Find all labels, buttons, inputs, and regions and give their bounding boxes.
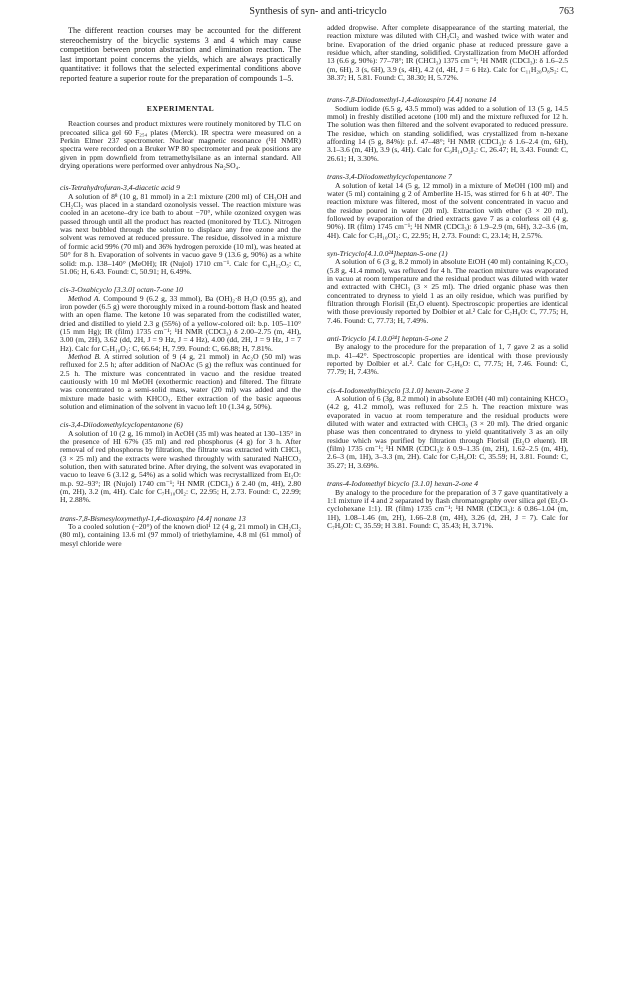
compound-2-paragraph: By analogy to the procedure for the preparation of 1, 7 gave 2 as a solid m.p. 41–42°. Spectroscopic properties are identical with those previously reported by Dolbier et al.². Calc for C₇H₈O: C, 77.75; H, 7.46. Found: C, 77.79; H, 7.43%. (327, 342, 568, 377)
method-a-text: Compound 9 (6.2 g, 33 mmol), Ba (OH)₂·8 H₂O (0.95 g), and iron powder (6.5 g) were thoroughly mixed in a round-bottom flask and heated with an open flame. The ketone 10 was separated from the codistilled water, dried and distilled to yield 2.3 g (55%) of a yellow-colored oil: b.p. 105–110° (15 mm Hg); IR (film) 1735 cm⁻¹; ¹H NMR (CDCl₃) δ 2.00–2.75 (m, 4H), 3.00 (m, 2H), 3.62 (dd, 2H, J = 9 Hz, J = 4 Hz), 4.00 (dd, 2H, J = 9 Hz, J = 7 Hz). Calc for C₇H₁₀O₂: C, 66.64; H, 7.99. Found: C, 66.88; H, 7.81%. (60, 293, 302, 353)
compound-7-paragraph: A solution of ketal 14 (5 g, 12 mmol) in a mixture of MeOH (100 ml) and water (5 ml) containing g 2 of Amberlite H-15, was stirred for 6 h at 40°. The reaction mixture was filtered, most of the solvent concentrated in vacuo and the residue poured in water (20 ml). Extraction with ether (3 × 20 ml), followed by evaporation of the dried extracts gave 7 as a colorless oil (4 g, 90%). IR (film) 1745 cm⁻¹; ¹H NMR (CDCl₃): δ 1.9–2.9 (m, 6H), 3.2–3.6 (m, 4H). Calc for C₇H₁₀OI₂: C, 22.95; H, 2.73. Found: C, 23.14; H, 2.57%. (327, 180, 568, 240)
running-title: Synthesis of syn- and anti-tricyclo (249, 6, 387, 17)
method-a-label: Method A. (68, 293, 101, 303)
experimental-heading: EXPERIMENTAL (146, 104, 215, 113)
method-b-text: A stirred solution of 9 (4 g, 21 mmol) in Ac₂O (50 ml) was refluxed for 2.5 h; after addition of NaOAc (5 g) the reflux was continued for 2.5 h. The mixture was concentrated in vacuo and the residue treated cautiously with 10 ml MeOH (exothermic reaction) and filtered. The filtrate was concentrated to a semi-solid mass, water (20 ml) was added and the mixture made basic with KHCO₃. Ether extraction of the basic aqueous solution and elimination of the solvent in vacuo left 10 (1.34 g, 50%). (60, 351, 301, 411)
compound-14-paragraph: Sodium iodide (6.5 g, 43.5 mmol) was added to a solution of 13 (5 g, 14.5 mmol) in freshly distilled acetone (100 ml) and the mixture refluxed for 12 h. The solution was then filtered and the solvent evaporated to reduced pressure. The residue, which on standing solidified, was crystallized from n-hexane affording 14 (5 g, 84%): p.f. 47–48°; ¹H NMR (CDCl₃): δ 1.6–2.4 (m, 6H), 3.1–3.6 (m, 4H), 3.9 (s, 4H). Calc for C₉H₁₄O₂I₂: C, 26.47; H, 3.43. Found: C, 26.61; H, 3.30%. (327, 103, 568, 163)
compound-3-paragraph: A solution of 6 (3g, 8.2 mmol) in absolute EtOH (40 ml) containing KHCO₃ (4.2 g, 41.2 mmol), was refluxed for 2.5 h. The reaction mixture was evaporated in vacuo at room temperature and the residual products were diluted with water and extracted with CHCl₃ (3 × 20 ml). The dried organic phase was then concentrated to dryness to yield quantitatively 3 as an oily residue which was purified by filtration through Florisil (Et₂O eluent). IR (film) 1735 cm⁻¹; ¹H NMR (CDCl₃): δ 0.9–1.35 (m, 2H), 1.62–2.5 (m, 4H), 2.6–3 (m, 1H), 3–3.3 (m, 2H). Calc for C₇H₉OI: C, 35.59; H, 3.81. Found: C, 35.27; H, 3.69%. (327, 394, 568, 470)
compound-4-paragraph: By analogy to the procedure for the preparation of 3 7 gave quantitatively a 1:1 mixture if 4 and 2 separated by flash chromatography over silica gel (Et₂O-cyclohexane 1:1). IR (film) 1735 cm⁻¹; ¹H NMR (CDCl₃): δ 0.86–1.04 (m, 1H), 1.08–1.46 (m, 2H), 1.66–2.8 (m, 4H), 3.26 (d, 2H, J = 7). Calc for C₇H₉OI: C, 35.59; H 3.81. Found: C, 35.43; H, 3.71%. (327, 487, 568, 530)
compound-9-heading: cis-Tetrahydrofuran-3,4-diacetic acid 9 (60, 183, 180, 193)
method-a-paragraph (60, 295, 301, 353)
compound-6-heading: cis-3,4-Diiodomethylcyclopentanone (6) (60, 420, 183, 430)
right-column (327, 24, 568, 530)
page-number: 763 (559, 6, 574, 17)
continuation-paragraph: added dropwise. After complete disappearance of the starting material, the reaction mixture was diluted with CH₂Cl₂ and washed twice with water and brine. Evaporation of the dried organic phase at reduced pressure gave a residue which, after standing, solidified. Crystallization from MeOH afforded 13 (6.6 g, 90%): 77–78°; IR (CHCl₃) 1375 cm⁻¹; ¹H NMR (CDCl₃): δ 1.6–2.5 (m, 6H), 3 (s, 6H), 3.9 (s, 4H), 4.2 (d, 4H, J = 6 Hz). Calc for C₁₁H₂₀O₈S₂: C, 38.37; H, 5.81. Found: C, 38.30; H, 5.72%. (327, 23, 568, 83)
compound-9-paragraph: A solution of 8⁸ (10 g, 81 mmol) in a 2:1 mixture (200 ml) of CH₃OH and CH₂Cl₂ was placed in a standard ozonolysis vessel. The reaction mixture was cooled in an acetone–dry ice bath to about −70°, while ozonized oxygen was passed through until all the product has reacted (monitored by TLC). Nitrogen was next bubbled through the solution to displace any free ozone and the solvent was removed at reduced pressure. The residue, dissolved in a mixture of formic acid 99% (70 ml) and 36% hydrogen peroxide (10 ml), was heated at 50° for 8 h. Evaporation of solvents in vacuo gave 9 (13.6 g, 90%) as a white solid: m.p. 138–140° (MeOH); IR (Nujol) 1710 cm⁻¹. Calc for C₈H₁₂O₅: C, 51.06; H, 6.43. Found: C, 50.91; H, 6.49%. (60, 191, 301, 276)
method-b-label: Method B. (68, 351, 102, 361)
compound-7-heading: trans-3,4-Diiodomethylcyclopentanone 7 (327, 172, 452, 182)
running-header (62, 6, 574, 20)
compound-13-heading: trans-7,8-Bismesyloxymethyl-1,4-dioxaspiro [4.4] nonane 13 (60, 513, 246, 523)
compound-14-heading: trans-7,8-Diiodomethyl-1,4-dioxaspiro [4.4] nonane 14 (327, 95, 497, 105)
compound-13-paragraph: To a cooled solution (−20°) of the known diol¹ 12 (4 g, 21 mmol) in CH₂Cl₂ (80 ml), containing 13.6 ml (97 mmol) of triethylamine, 4.8 ml (61 mmol) of mesyl chloride were (60, 522, 301, 548)
compound-1-heading: syn-Tricyclo[4.1.0.0²⁴]heptan-5-one (1) (327, 248, 448, 258)
compound-4-heading: trans-4-Iodomethyl bicyclo [3.1.0] hexan-2-one 4 (327, 479, 478, 489)
compound-2-heading: anti-Tricyclo [4.1.0.0²⁴] heptan-5-one 2 (327, 334, 448, 343)
method-b-paragraph (60, 353, 301, 411)
experimental-paragraph: Reaction courses and product mixtures were routinely monitored by TLC on precoated silica gel 60 F₂₅₄ plates (Merck). IR spectra were measured on a Perkin Elmer 237 spectrometer. Nuclear magnetic resonance (¹H NMR) spectra were recorded on a Bruker WP 80 spectrometer and peak positions are given in ppm downfield from tetramethylsilane as an internal standard. All drying operations were performed over anhydrous Na₂SO₄. (60, 119, 301, 171)
compound-1-paragraph: A solution of 6 (3 g, 8.2 mmol) in absolute EtOH (40 ml) containing K₂CO₃ (5.8 g, 41.4 mmol), was refluxed for 4 h. The reaction mixture was evaporated in vacuo at room temperature and the residual product was diluted with water and extracted with CHCl₃ (3 × 25 ml). The dried organic phase was then concentrated to dryness to yield 1 as an oily residue, which was purified by filtration through Florisil (Et₂O eluent). Spectroscopic properties are identical with those previously reported by Dolbier et al.² Calc for C₇H₈O: C, 77.75; H, 7.46. Found: C, 77.73; H, 7.49%. (327, 257, 568, 325)
compound-6-paragraph: A solution of 10 (2 g, 16 mmol) in AcOH (35 ml) was heated at 130–135° in the presence of HI 67% (35 ml) and red phosphorus (4 g) for 3 h. After removal of red phosphorus by filtration, the filtrate was extracted with CHCl₃ (3 × 25 ml) and the extracts were washed throughly with saturated NaHCO₃ solution, then with saturated brine. After drying, the solvent was evaporated in vacuo to leave 6 (3.12 g, 54%) as a solid which was recrystallized from Et₂O: m.p. 92–93°; IR (Nujol) 1740 cm⁻¹; ¹H NMR (CDCl₃) δ 2.40 (m, 4H), 2.80 (m, 2H), 3.2 (m, 4H). Calc for C₇H₁₀OI₂: C, 22.95; H, 2.73. Found: C, 22.99; H, 2.88%. (60, 428, 301, 505)
intro-paragraph: The different reaction courses may be accounted for the different stereochemistry of the bicyclic systems 3 and 4 which may cause competition between proton abstraction and elimination reaction. The last important point concerns the yields, which are always practically quantitative: it follows that the selected experimental conditions above reported feature a superior route for the preparation of compounds 1–5. (60, 26, 301, 83)
compound-3-heading: cis-4-Iodomethylbicyclo [3.1.0] hexan-2-one 3 (327, 385, 469, 395)
left-column (60, 24, 301, 548)
compound-10-heading: cis-3-Oxabicyclo [3.3.0] octan-7-one 10 (60, 285, 183, 295)
